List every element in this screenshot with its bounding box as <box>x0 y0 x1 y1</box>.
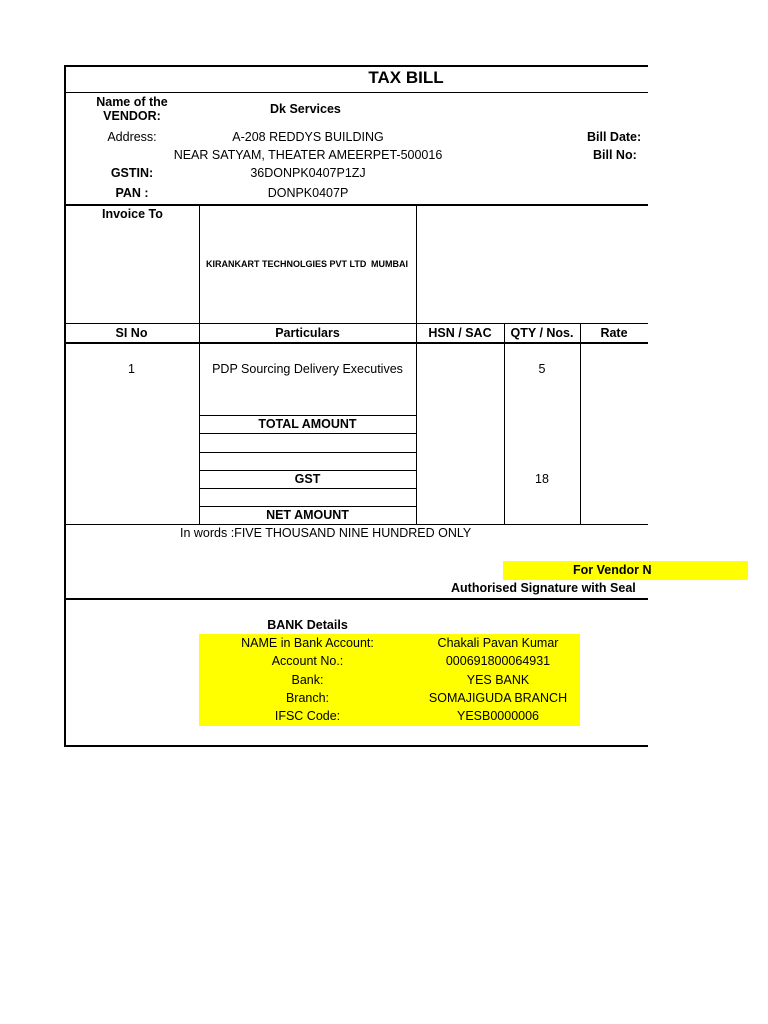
address-line-2: NEAR SATYAM, THEATER AMEERPET-500016 <box>173 148 443 162</box>
gst-value: 18 <box>535 472 549 486</box>
header-particulars: Particulars <box>275 326 340 340</box>
table-col-divider-4 <box>580 323 581 524</box>
net-amount-label: NET AMOUNT <box>266 508 349 522</box>
gstin-label: GSTIN: <box>110 166 154 180</box>
invoice-to-label: Invoice To <box>102 207 163 221</box>
authorised-signature: Authorised Signature with Seal <box>451 581 636 595</box>
total-amount-label: TOTAL AMOUNT <box>258 417 357 431</box>
summary-line-5 <box>199 488 416 489</box>
gst-label: GST <box>294 472 321 486</box>
vendor-name-label: Name of the VENDOR: <box>96 95 168 123</box>
left-border <box>64 65 66 746</box>
invoice-col-divider-2 <box>416 205 417 324</box>
account-no-label: Account No.: <box>271 654 344 668</box>
bill-date-label: Bill Date: <box>587 130 642 144</box>
for-vendor-label: For Vendor N <box>573 563 652 577</box>
vendor-name-value: Dk Services <box>270 102 341 116</box>
row-si-no: 1 <box>128 362 135 376</box>
pan-label: PAN : <box>115 186 149 200</box>
header-qty: QTY / Nos. <box>510 326 574 340</box>
pan-value: DONPK0407P <box>267 186 349 200</box>
ifsc-value: YESB0000006 <box>456 709 539 723</box>
row-particulars: PDP Sourcing Delivery Executives <box>212 362 403 376</box>
branch-value: SOMAJIGUDA BRANCH <box>428 691 568 705</box>
bank-label: Bank: <box>291 673 324 687</box>
table-header-top <box>64 323 648 324</box>
summary-line-2 <box>199 433 416 434</box>
header-rate: Rate <box>600 326 628 340</box>
table-col-divider-3 <box>504 323 505 524</box>
header-hsn-sac: HSN / SAC <box>428 326 492 340</box>
signature-divider <box>64 598 648 600</box>
header-si-no: SI No <box>115 326 148 340</box>
title-divider <box>64 92 648 93</box>
address-label: Address: <box>107 130 157 144</box>
top-border <box>64 65 648 67</box>
branch-label: Branch: <box>285 691 330 705</box>
address-line-1: A-208 REDDYS BUILDING <box>232 130 384 144</box>
table-col-divider-2 <box>416 323 417 524</box>
bank-details-title: BANK Details <box>267 618 348 632</box>
bank-name-value: Chakali Pavan Kumar <box>437 636 559 650</box>
invoice-col-divider-1 <box>199 205 200 324</box>
amount-in-words: In words :FIVE THOUSAND NINE HUNDRED ONLY <box>180 526 472 540</box>
row-qty: 5 <box>538 362 546 376</box>
bill-title: TAX BILL <box>368 68 444 87</box>
summary-line-3 <box>199 452 416 453</box>
bank-name-label: NAME in Bank Account: <box>241 636 374 650</box>
bottom-border <box>64 745 648 747</box>
invoice-company: KIRANKART TECHNOLGIES PVT LTD <box>206 259 367 269</box>
gstin-value: 36DONPK0407P1ZJ <box>250 166 366 180</box>
account-no-value: 000691800064931 <box>445 654 551 668</box>
invoice-city: MUMBAI <box>371 259 408 269</box>
table-header-bottom <box>64 342 648 344</box>
bill-no-label: Bill No: <box>593 148 637 162</box>
ifsc-label: IFSC Code: <box>274 709 341 723</box>
bank-value: YES BANK <box>466 673 530 687</box>
